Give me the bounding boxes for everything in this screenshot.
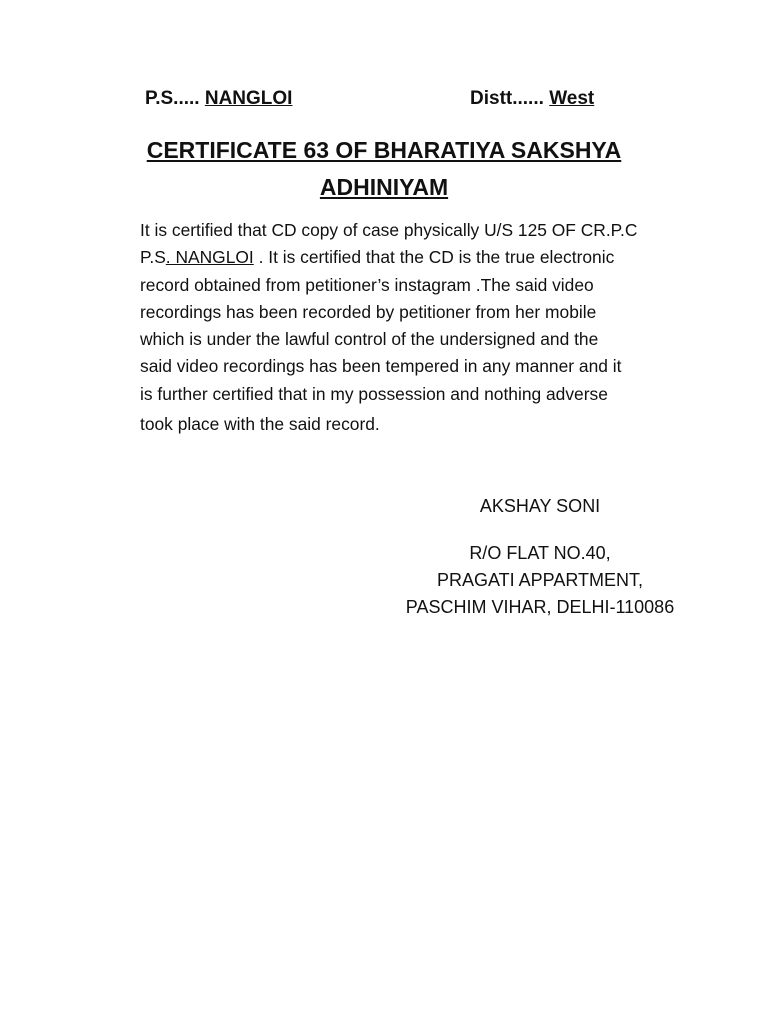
body-line-2-prefix: P.S xyxy=(140,247,166,268)
address-line-2: PRAGATI APPARTMENT, xyxy=(436,570,644,590)
police-station-field xyxy=(145,88,292,110)
body-line-2 xyxy=(140,244,680,271)
body-line-6: said video recordings has been tempered in any manner and it xyxy=(140,356,622,377)
signatory-address xyxy=(360,540,720,621)
district-field xyxy=(470,88,594,110)
body-line-1: It is certified that CD copy of case physically U/S 125 OF CR.P.C xyxy=(140,220,638,240)
police-station-label: P.S..... xyxy=(145,88,205,109)
body-line-8: took place with the said record. xyxy=(140,414,380,435)
certificate-title xyxy=(120,132,648,206)
district-value: West xyxy=(549,88,595,109)
body-line-2-suffix: . It is certified that the CD is the true electronic xyxy=(253,247,615,268)
body-line-4: recordings has been recorded by petitioner from her mobile xyxy=(140,301,597,322)
address-line-1: R/O FLAT NO.40, xyxy=(469,543,611,563)
title-line-1: CERTIFICATE 63 OF BHARATIYA SAKSHYA xyxy=(146,137,622,163)
certificate-body xyxy=(140,217,680,438)
body-line-3: record obtained from petitioner’s instagram .The said video xyxy=(140,274,594,295)
body-line-7: is further certified that in my possession and nothing adverse xyxy=(140,383,608,404)
address-line-3: PASCHIM VIHAR, DELHI-110086 xyxy=(405,597,675,617)
district-label: Distt...... xyxy=(470,88,550,109)
title-line-2: ADHINIYAM xyxy=(319,174,449,200)
police-station-value: NANGLOI xyxy=(204,88,293,109)
body-line-5: which is under the lawful control of the undersigned and the xyxy=(140,329,599,350)
body-police-station: . NANGLOI xyxy=(165,247,254,268)
signatory-name: AKSHAY SONI xyxy=(479,496,601,516)
